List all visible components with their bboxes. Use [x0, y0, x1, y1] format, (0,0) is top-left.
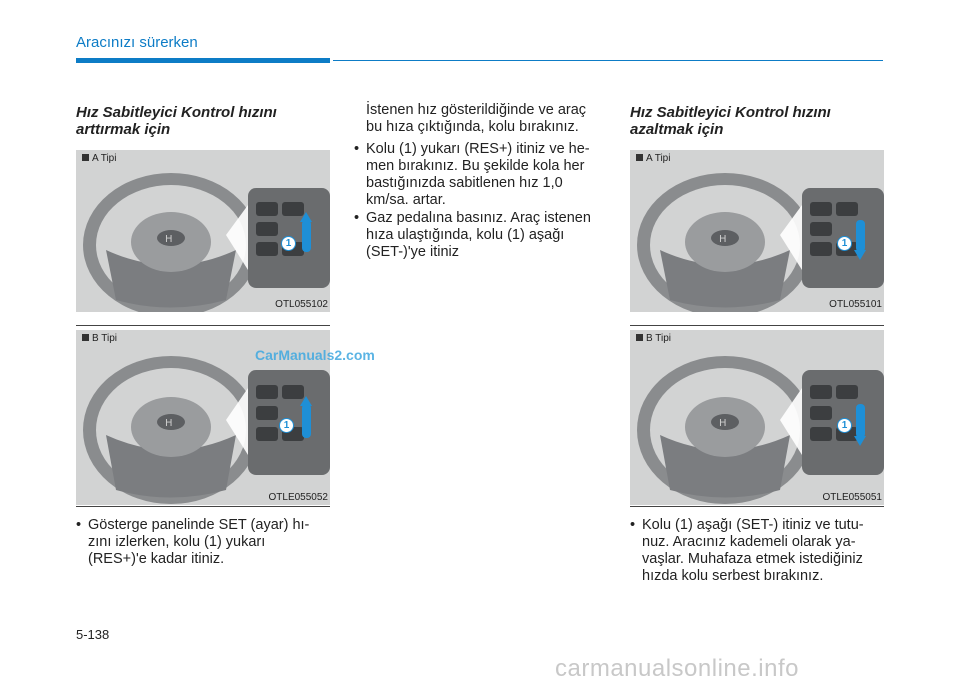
- bullet-dot: •: [354, 141, 360, 157]
- right-title-line1: Hız Sabitleyici Kontrol hızını: [630, 104, 831, 121]
- middle-bullet-1: [354, 141, 606, 209]
- image-b-type-text: B Tipi: [92, 333, 118, 344]
- callout-number: 1: [837, 236, 852, 251]
- middle-b2-line1: Gaz pedalına basınız. Araç istenen: [366, 210, 591, 226]
- left-bullet-line2: zını izlerken, kolu (1) yukarı: [88, 534, 266, 550]
- steering-wheel-image-a-decrease: [630, 150, 884, 312]
- steering-wheel-a-drawing: [76, 150, 330, 312]
- middle-cont-line1: İstenen hız gösterildiğinde ve araç: [366, 102, 587, 118]
- left-bullet: [76, 517, 334, 568]
- callout-number: 1: [279, 418, 294, 433]
- right-bullet-line3: vaşlar. Muhafaza etmek istediğiniz: [642, 551, 863, 567]
- middle-bullet-2: [354, 210, 606, 261]
- bullet-dot: •: [630, 517, 636, 533]
- steering-wheel-image-a-increase: [76, 150, 330, 312]
- right-bullet-line1: Kolu (1) aşağı (SET-) itiniz ve tutu-: [642, 517, 864, 533]
- left-title-line2: arttırmak için: [76, 121, 171, 138]
- steering-wheel-a-drawing-right: [630, 150, 884, 312]
- middle-cont-line2: bu hıza çıktığında, kolu bırakınız.: [366, 119, 579, 135]
- middle-b1-line2: men bırakınız. Bu şekilde kola her: [366, 158, 585, 174]
- image-b-type-text-right: B Tipi: [646, 333, 672, 344]
- left-bullet-line1: Gösterge panelinde SET (ayar) hı-: [88, 517, 310, 533]
- callout-number: 1: [281, 236, 296, 251]
- svg-text:H: H: [165, 234, 173, 245]
- right-title-line2: azaltmak için: [630, 121, 724, 138]
- image-a-divider-right: [630, 325, 884, 326]
- svg-text:H: H: [719, 418, 727, 429]
- middle-b2-line3: (SET-)'ye itiniz: [366, 244, 460, 260]
- middle-b1-line1: Kolu (1) yukarı (RES+) itiniz ve he-: [366, 141, 590, 157]
- image-b-code-right: OTLE055051: [822, 492, 882, 503]
- left-section-title: [76, 104, 336, 138]
- header-rule-thin: [333, 60, 883, 61]
- image-a-code: OTL055102: [275, 299, 328, 310]
- middle-b1-line4: km/sa. artar.: [366, 192, 446, 208]
- footer-watermark: carmanualsonline.info: [555, 655, 799, 682]
- left-bullet-line3: (RES+)'e kadar itiniz.: [88, 551, 225, 567]
- image-a-divider: [76, 325, 330, 326]
- middle-b2-line2: hıza ulaştığında, kolu (1) aşağı: [366, 227, 565, 243]
- right-bullet-line4: hızda kolu serbest bırakınız.: [642, 568, 824, 584]
- image-a-type-label: [82, 153, 116, 164]
- steering-wheel-image-b-decrease: [630, 330, 884, 505]
- image-a-type-text-right: A Tipi: [646, 153, 671, 164]
- image-b-type-label: [82, 333, 117, 344]
- page-number: 5-138: [76, 627, 110, 642]
- image-a-type-text: A Tipi: [92, 153, 117, 164]
- image-a-code-right: OTL055101: [829, 299, 882, 310]
- svg-text:H: H: [165, 418, 173, 429]
- image-b-code: OTLE055052: [268, 492, 328, 503]
- right-bullet: [630, 517, 884, 585]
- svg-text:H: H: [719, 234, 727, 245]
- middle-continuation: [366, 102, 606, 136]
- callout-number: 1: [837, 418, 852, 433]
- bullet-dot: •: [76, 517, 82, 533]
- right-section-title: [630, 104, 890, 138]
- image-b-divider-right: [630, 506, 884, 507]
- bullet-dot: •: [354, 210, 360, 226]
- image-a-type-label-right: [636, 153, 670, 164]
- site-watermark: CarManuals2.com: [255, 347, 375, 363]
- image-b-divider: [76, 506, 330, 507]
- left-title-line1: Hız Sabitleyici Kontrol hızını: [76, 104, 277, 121]
- section-header-title: Aracınızı sürerken: [76, 34, 198, 51]
- middle-b1-line3: bastığınızda sabitlenen hız 1,0: [366, 175, 563, 191]
- right-bullet-line2: nuz. Aracınız kademeli olarak ya-: [642, 534, 856, 550]
- header-rule-thick: [76, 58, 330, 63]
- image-b-type-label-right: [636, 333, 671, 344]
